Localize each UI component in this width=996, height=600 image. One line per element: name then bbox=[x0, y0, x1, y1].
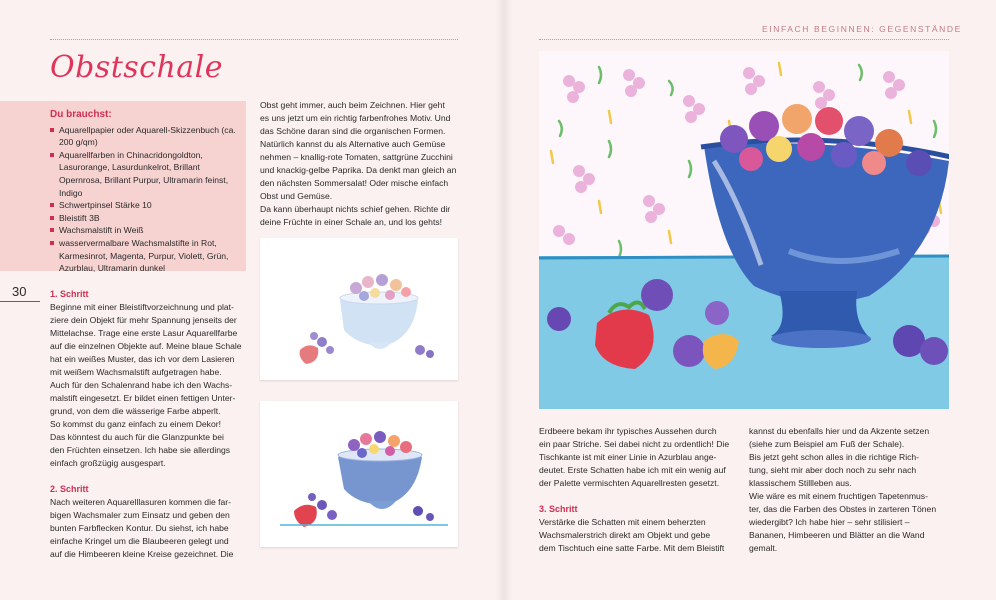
cont-line: gemalt. bbox=[749, 543, 778, 553]
intro-text bbox=[260, 99, 460, 229]
cont-line: der Palette vermischten Aquarellresten gesetzt. bbox=[539, 478, 720, 488]
cont-line: (siehe zum Beispiel am Fuß der Schale). bbox=[749, 439, 905, 449]
cont-line: Bananen, Himbeeren und Blätter an die Wand bbox=[749, 530, 925, 540]
page-gutter bbox=[496, 0, 512, 600]
intro-line: den nächsten Sommersalat! Oder mische einfach bbox=[260, 178, 449, 188]
materials-item: Bleistift 3B bbox=[50, 212, 236, 225]
step2-line: bunten Farbflecken Kontur. Du siehst, ich habe bbox=[50, 523, 229, 533]
step2-line: bigen Wachsmaler zum Einsatz und geben den bbox=[50, 510, 230, 520]
cont-line: Bis jetzt geht schon alles in die richtige Rich- bbox=[749, 452, 920, 462]
step1-line: Auch für den Schalenrand habe ich den Wachs- bbox=[50, 380, 233, 390]
step1-illustration bbox=[260, 238, 458, 380]
step1-line: hat ein weißes Muster, das ich vor dem Lasieren bbox=[50, 354, 235, 364]
intro-line: Obst und Gemüse. bbox=[260, 191, 333, 201]
cont-line: Tischkante ist mit einer Linie in Azurblau ange- bbox=[539, 452, 717, 462]
cont-line: Erdbeere bekam ihr typisches Aussehen durch bbox=[539, 426, 717, 436]
top-rule-right bbox=[539, 39, 949, 40]
step1-line: den Früchten einsetzen. Ich habe sie allerdings bbox=[50, 445, 231, 455]
step1-line: So kommst du ganz einfach zu einem Dekor! bbox=[50, 419, 222, 429]
step1-line: Das könntest du auch für die Glanzpunkte bei bbox=[50, 432, 224, 442]
page-number-rule bbox=[0, 301, 40, 302]
cont-line: ter, das die Farben des Obstes in zarteren Tönen bbox=[749, 504, 937, 514]
cont-line: Wie wäre es mit einem fruchtigen Tapetenmus- bbox=[749, 491, 928, 501]
bowl-sketch-image bbox=[260, 238, 458, 380]
bowl-colored-image bbox=[260, 401, 458, 547]
cont-line: klassischem Stillleben aus. bbox=[749, 478, 852, 488]
step1-line: mit weißem Wachsmalstift aufgetragen habe. bbox=[50, 367, 222, 377]
materials-box bbox=[0, 101, 246, 274]
materials-item: wasservermalbare Wachsmalstifte in Rot, Karmesinrot, Magenta, Purpur, Violett, Grün, Azurblau, Ultramarin dunkel bbox=[50, 237, 236, 275]
step2-line: auf die Himbeeren kleine Kreise gezeichnet. Die bbox=[50, 549, 234, 559]
page-title: Obstschale bbox=[50, 50, 224, 85]
intro-line: das Schöne daran sind die organischen Formen. bbox=[260, 126, 446, 136]
materials-item: Wachsmalstift in Weiß bbox=[50, 224, 236, 237]
step3-title: 3. Schritt bbox=[539, 504, 578, 514]
step1-line: auf die einzelnen Objekte auf. Meine blaue Schale bbox=[50, 341, 242, 351]
step1-line: ziere dein Objekt für mehr Spannung jenseits der bbox=[50, 315, 237, 325]
step1-line: einfach großzügig ausgespart. bbox=[50, 458, 166, 468]
intro-line: es uns jetzt um ein richtig farbenfrohes Motiv. Und bbox=[260, 113, 451, 123]
page-number: 30 bbox=[12, 284, 27, 299]
text-column-left bbox=[50, 288, 250, 561]
intro-line: Obst geht immer, auch beim Zeichnen. Hier geht bbox=[260, 100, 445, 110]
step1-line: malstift eingesetzt. Er bildet einen fettigen Unter- bbox=[50, 393, 236, 403]
step3-line: dem Tischtuch eine satte Farbe. Mit dem Bleistift bbox=[539, 543, 725, 553]
intro-line: Natürlich kannst du als Alternative auch Gemüse bbox=[260, 139, 446, 149]
step1-line: Beginne mit einer Bleistiftvorzeichnung und plat- bbox=[50, 302, 234, 312]
final-painting bbox=[539, 51, 949, 409]
intro-line: und knackig-gelbe Paprika. Da denkt man gleich an bbox=[260, 165, 457, 175]
materials-item: Aquarellfarben in Chinacridongoldton, Lasurorange, Lasurdunkelrot, Brillant Opernrosa, Brillant Purpur, Ultramarin feinst, Indigo bbox=[50, 149, 236, 199]
step3-line: Wachsmalerstrich direkt am Objekt und gebe bbox=[539, 530, 711, 540]
cont-line: tung, sieht mir aber doch noch zu sehr nach bbox=[749, 465, 917, 475]
step1-line: grund, von dem die wässerige Farbe abperlt. bbox=[50, 406, 221, 416]
cont-line: kannst du ebenfalls hier und da Akzente setzen bbox=[749, 426, 930, 436]
step3-line: Verstärke die Schatten mit einem beherzten bbox=[539, 517, 706, 527]
materials-item: Aquarellpapier oder Aquarell-Skizzenbuch (ca. 200 g/qm) bbox=[50, 124, 236, 149]
intro-line: Da kann überhaupt nichts schief gehen. Richte dir bbox=[260, 204, 451, 214]
top-rule-left bbox=[50, 39, 458, 40]
fruit-bowl-painting-image bbox=[539, 51, 949, 409]
cont-line: deutet. Erste Schatten habe ich mit ein wenig auf bbox=[539, 465, 726, 475]
step2-line: Nach weiteren Aquarelllasuren kommen die far- bbox=[50, 497, 232, 507]
step2-line: einfache Kringel um die Blaubeeren gelegt und bbox=[50, 536, 229, 546]
materials-list bbox=[50, 124, 236, 275]
text-column-middle bbox=[539, 425, 739, 555]
materials-item: Schwertpinsel Stärke 10 bbox=[50, 199, 236, 212]
step1-line: Mittelachse. Trage eine erste Lasur Aquarellfarbe bbox=[50, 328, 238, 338]
cont-line: ein paar Striche. Sei dabei nicht zu ordentlich! Die bbox=[539, 439, 730, 449]
cont-line: wiedergibt? Ich habe hier – sehr stilisiert – bbox=[749, 517, 910, 527]
step2-title: 2. Schritt bbox=[50, 484, 89, 494]
intro-line: deine Früchte in einer Schale an, und los gehts! bbox=[260, 217, 443, 227]
section-header: EINFACH BEGINNEN: GEGENSTÄNDE bbox=[762, 24, 962, 34]
intro-line: nehmen – knallig-rote Tomaten, sattgrüne Zucchini bbox=[260, 152, 453, 162]
text-column-right bbox=[749, 425, 949, 555]
step1-title: 1. Schritt bbox=[50, 289, 89, 299]
materials-heading: Du brauchst: bbox=[50, 109, 112, 120]
step2-illustration bbox=[260, 401, 458, 547]
